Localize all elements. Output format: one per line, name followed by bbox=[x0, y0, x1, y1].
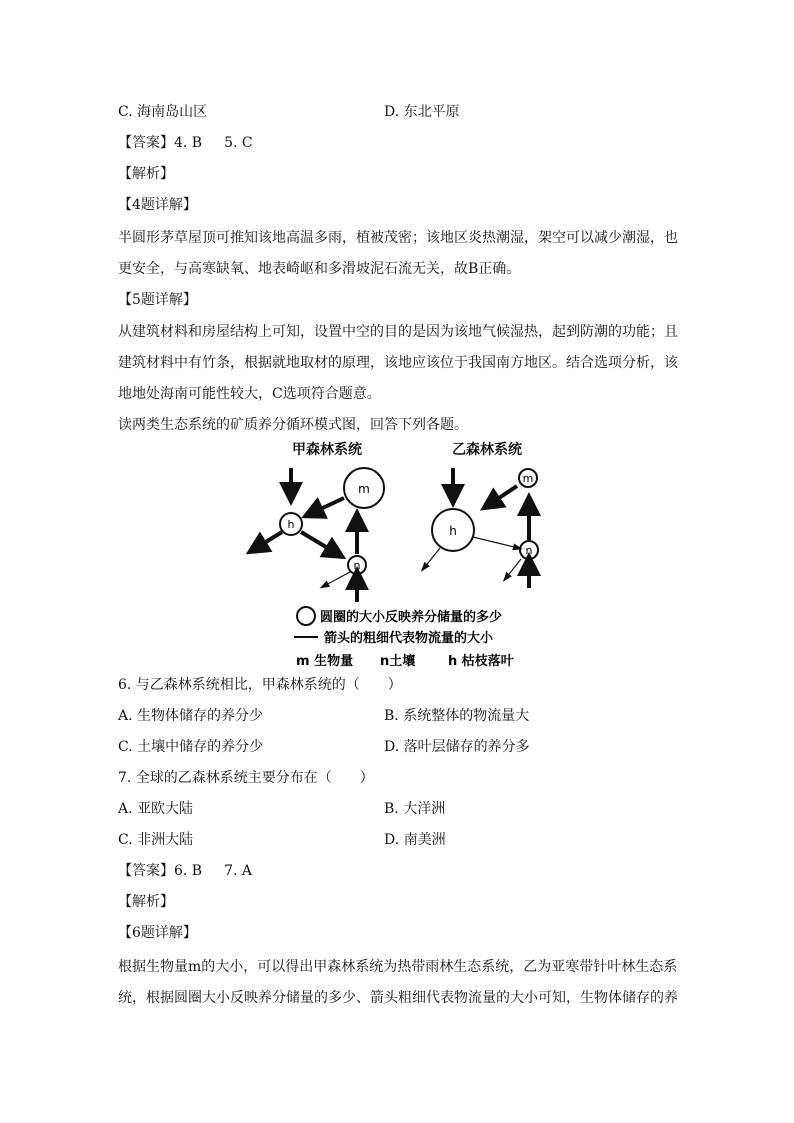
legend-h-text: h 枯枝落叶 bbox=[448, 654, 514, 669]
option-d-q3: D. 东北平原 bbox=[384, 104, 460, 120]
node-m-left-label: m bbox=[358, 482, 370, 496]
answer-6-7 bbox=[118, 861, 252, 881]
detail-6-line-2: 统，根据圆圈大小反映养分储量的多少、箭头粗细代表物流量的大小可知，生物体储存的养 bbox=[118, 990, 678, 1006]
detail-6-label: 【6题详解】 bbox=[118, 925, 197, 941]
detail-6-line-1: 根据生物量m的大小，可以得出甲森林系统为热带雨林生态系统，乙为亚寒带针叶林生态系 bbox=[118, 959, 678, 975]
arrow-m-to-h-left bbox=[312, 498, 344, 513]
q7-option-b: B. 大洋洲 bbox=[384, 801, 446, 817]
q7-option-a: A. 亚欧大陆 bbox=[118, 801, 194, 817]
q6-option-a: A. 生物体储存的养分少 bbox=[118, 708, 264, 724]
q6-stem: 6. 与乙森林系统相比，甲森林系统的（ ） bbox=[118, 677, 402, 693]
arrow-h-to-n-right bbox=[473, 537, 518, 548]
detail-5-line-3: 地地处海南可能性较大，C选项符合题意。 bbox=[118, 386, 381, 402]
legend-n-text: n土壤 bbox=[380, 654, 416, 669]
answer-4-5 bbox=[118, 133, 253, 153]
figure-title-right: 乙森林系统 bbox=[452, 442, 522, 458]
legend-arrow-text: 箭头的粗细代表物流量的大小 bbox=[324, 631, 494, 646]
nutrient-cycle-figure bbox=[240, 436, 570, 676]
system-left bbox=[256, 468, 384, 602]
arrow-m-to-h-right bbox=[490, 486, 517, 504]
legend-m-text: m 生物量 bbox=[296, 654, 354, 669]
node-h-left-label: h bbox=[287, 518, 295, 531]
q6-option-d: D. 落叶层储存的养分多 bbox=[384, 739, 530, 755]
arrow-h-out-left bbox=[256, 532, 282, 548]
arrow-h-to-n-left bbox=[301, 532, 336, 553]
q7-option-c: C. 非洲大陆 bbox=[118, 832, 194, 848]
analysis-label-2: 【解析】 bbox=[118, 894, 174, 910]
answer-label-2: 【答案】 bbox=[118, 863, 174, 879]
node-n-left-label: n bbox=[353, 559, 361, 572]
detail-4-label: 【4题详解】 bbox=[118, 197, 197, 213]
arrow-n-out-right bbox=[506, 559, 521, 578]
detail-5-line-1: 从建筑材料和房屋结构上可知，设置中空的目的是因为该地气候湿热，起到防潮的功能；且 bbox=[118, 324, 678, 340]
answer-label: 【答案】 bbox=[118, 135, 174, 151]
answer-5: 5. C bbox=[224, 135, 253, 151]
answer-7: 7. A bbox=[224, 863, 253, 879]
q6-option-c: C. 土壤中储存的养分少 bbox=[118, 739, 264, 755]
detail-4-line-1: 半圆形茅草屋顶可推知该地高温多雨，植被茂密；该地区炎热潮湿，架空可以减少潮湿，也 bbox=[118, 230, 678, 246]
answer-4: 4. B bbox=[174, 135, 203, 151]
detail-5-label: 【5题详解】 bbox=[118, 292, 197, 308]
analysis-label: 【解析】 bbox=[118, 166, 174, 182]
legend-circle-text: 圆圈的大小反映养分储量的多少 bbox=[320, 610, 503, 625]
node-m-right-label: m bbox=[522, 472, 534, 485]
option-c-q3: C. 海南岛山区 bbox=[118, 104, 208, 120]
q7-option-d: D. 南美洲 bbox=[384, 832, 446, 848]
intro-text: 读两类生态系统的矿质养分循环模式图，回答下列各题。 bbox=[118, 417, 468, 433]
detail-5-line-2: 建筑材料中有竹条，根据就地取材的原理，该地应该位于我国南方地区。结合选项分析，该 bbox=[118, 355, 678, 371]
q7-stem: 7. 全球的乙森林系统主要分布在（ ） bbox=[118, 770, 374, 786]
figure-legend bbox=[294, 607, 515, 669]
arrow-h-out-right bbox=[424, 548, 440, 568]
figure-title-left: 甲森林系统 bbox=[292, 442, 362, 458]
arrow-n-out-left bbox=[324, 572, 350, 586]
node-h-right-label: h bbox=[449, 524, 457, 538]
q6-option-b: B. 系统整体的物流量大 bbox=[384, 708, 530, 724]
system-right bbox=[424, 468, 538, 588]
answer-6: 6. B bbox=[174, 863, 203, 879]
legend-circle-icon bbox=[297, 607, 315, 625]
node-n-right-label: n bbox=[525, 544, 533, 557]
detail-4-line-2: 更安全，与高寒缺氧、地表崎岖和多滑坡泥石流无关，故B正确。 bbox=[118, 261, 521, 277]
